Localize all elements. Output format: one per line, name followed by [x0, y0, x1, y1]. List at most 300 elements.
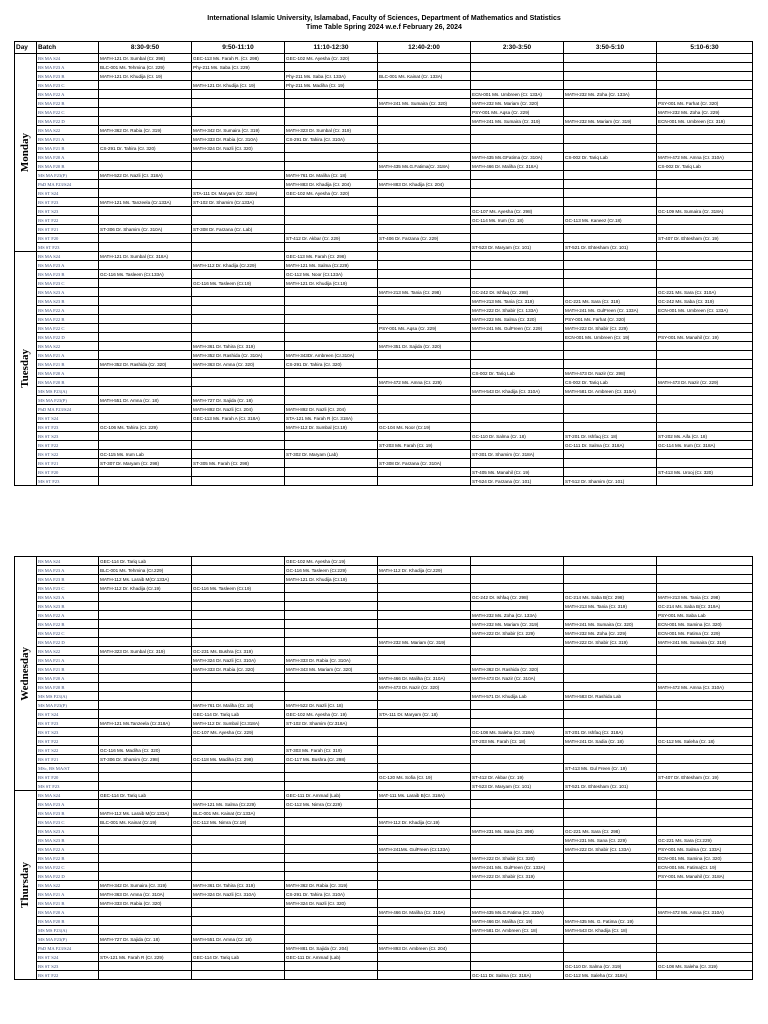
class-cell	[378, 719, 471, 728]
class-cell	[471, 890, 564, 899]
class-cell	[471, 414, 564, 423]
class-cell	[471, 953, 564, 962]
batch-cell: MS MS F23(A)	[37, 692, 99, 701]
class-cell	[657, 764, 753, 773]
batch-cell: MSc, BS MA/ST	[37, 764, 99, 773]
class-cell: MATH-241 Ms. GulFreen (Cr. 133A)	[564, 306, 657, 315]
batch-cell: BS MA F22 B	[37, 620, 99, 629]
timetable-table-2	[14, 556, 753, 980]
class-cell: MATH-241 Dr. Sadia (Cr. 18)	[564, 737, 657, 746]
class-cell	[657, 692, 753, 701]
batch-cell: BS MA F22 D	[37, 872, 99, 881]
class-cell	[471, 351, 564, 360]
class-cell	[564, 135, 657, 144]
class-cell	[192, 557, 285, 566]
class-cell	[192, 602, 285, 611]
class-cell	[657, 315, 753, 324]
class-cell: CS-002 Dr. Tariq Lab	[564, 378, 657, 387]
class-cell: GC-116 Ms. Tasleem (Cr.133A)	[99, 270, 192, 279]
batch-cell: MS MA F23(P)	[37, 171, 99, 180]
class-cell	[378, 351, 471, 360]
class-cell	[99, 800, 192, 809]
batch-cell: BS ST F20	[37, 468, 99, 477]
batch-cell: BS MA S22	[37, 881, 99, 890]
class-cell: MATH-333 Dr. Rabia (Cr. 310A)	[285, 656, 378, 665]
table-row	[15, 315, 753, 324]
class-cell	[192, 827, 285, 836]
class-cell	[378, 63, 471, 72]
class-cell: MATH-222 Dr. Shabir (Cr. 229)	[471, 629, 564, 638]
class-cell: PSY-001 Ms. Saba Lab	[657, 611, 753, 620]
class-cell	[192, 638, 285, 647]
class-cell	[99, 629, 192, 638]
class-cell	[564, 279, 657, 288]
class-cell	[471, 575, 564, 584]
batch-cell: BS MA F22 D	[37, 638, 99, 647]
batch-cell: MS MA F23(P)	[37, 396, 99, 405]
class-cell: ST-405 Ms. Manahil (Cr. 19)	[471, 468, 564, 477]
class-cell: MATH-324 Dr. Nazli (Cr. 320)	[192, 144, 285, 153]
class-cell	[285, 108, 378, 117]
class-cell	[378, 836, 471, 845]
class-cell	[657, 665, 753, 674]
table-row	[15, 602, 753, 611]
table-row	[15, 144, 753, 153]
class-cell: GC-231 Ms. Bushra (Cr. 319)	[192, 647, 285, 656]
class-cell	[99, 207, 192, 216]
class-cell	[285, 153, 378, 162]
class-cell	[285, 674, 378, 683]
batch-cell: BS MA S24	[37, 252, 99, 261]
class-cell	[99, 234, 192, 243]
batch-cell: BS MA F20 A	[37, 369, 99, 378]
class-cell	[378, 126, 471, 135]
class-cell	[564, 234, 657, 243]
class-cell	[192, 333, 285, 342]
class-cell: PSY-001 Ms. Farhat (Cr. 320)	[564, 315, 657, 324]
class-cell: MATH-232 Ms. Mariam (Cr. 319)	[378, 638, 471, 647]
class-cell	[378, 54, 471, 63]
class-cell	[99, 288, 192, 297]
class-cell: GEC-114 Dr. Tariq Lab	[192, 710, 285, 719]
class-cell	[378, 935, 471, 944]
class-cell	[564, 890, 657, 899]
class-cell	[285, 638, 378, 647]
class-cell	[657, 710, 753, 719]
class-cell: MATH-222 Dr. Shabir (Cr. 133A)	[471, 306, 564, 315]
class-cell	[657, 674, 753, 683]
class-cell	[192, 162, 285, 171]
class-cell	[285, 584, 378, 593]
class-cell	[471, 746, 564, 755]
class-cell: MATH-232 Ms. Mariam (Cr. 319)	[564, 117, 657, 126]
class-cell: GEC-102 Ms. Ayesha (Cr. 19)	[285, 710, 378, 719]
class-cell: MATH-522 Dr. Nazli (Cr. 318A)	[99, 171, 192, 180]
class-cell: MATH-342 Dr. Sumaira (Cr. 319)	[192, 126, 285, 135]
batch-cell: BS MA F20 A	[37, 674, 99, 683]
class-cell	[99, 261, 192, 270]
class-cell	[192, 171, 285, 180]
class-cell: ST-413 Ms. Urooj (Cr. 320)	[657, 468, 753, 477]
class-cell	[378, 611, 471, 620]
class-cell: MATH-352 Dr. Rashida (Cr. 320)	[99, 360, 192, 369]
class-cell	[192, 908, 285, 917]
table-row	[15, 360, 753, 369]
class-cell	[192, 620, 285, 629]
class-cell	[285, 683, 378, 692]
class-cell	[564, 809, 657, 818]
batch-cell: BS ST S23	[37, 962, 99, 971]
class-cell: GC-221 Ms. Sara (Cr. 298)	[564, 827, 657, 836]
class-cell	[564, 656, 657, 665]
table-row	[15, 396, 753, 405]
table-row	[15, 126, 753, 135]
class-cell: MATH-213 Ms. Tania (Cr. 298)	[378, 288, 471, 297]
class-cell	[564, 171, 657, 180]
table-row	[15, 899, 753, 908]
class-cell	[192, 674, 285, 683]
table-row	[15, 288, 753, 297]
class-cell	[192, 270, 285, 279]
batch-cell: PhD MA F23/S24	[37, 944, 99, 953]
class-cell	[378, 629, 471, 638]
class-cell: MATH-435 Ms.G.Fatima(Cr. 318A)	[378, 162, 471, 171]
class-cell: CS-291 Dr. Tahira (Cr. 310A)	[285, 135, 378, 144]
class-cell: PSY-001 Ms. Manahil (Cr. 19)	[657, 333, 753, 342]
batch-cell: BS MA F23 C	[37, 584, 99, 593]
table-row	[15, 279, 753, 288]
class-cell: MATH-121 Ms. Salma (Cr.229)	[192, 800, 285, 809]
class-cell	[378, 225, 471, 234]
class-cell	[99, 189, 192, 198]
class-cell: GC-108 Ms. Saleha (Cr. 318A)	[471, 728, 564, 737]
table-row	[15, 737, 753, 746]
class-cell: GEC-114 Dr. Tariq Lab	[99, 791, 192, 800]
class-cell: ECN-001 Ms. Umbreen (Cr. 319)	[657, 117, 753, 126]
batch-cell: BS MA S22	[37, 342, 99, 351]
table-row	[15, 405, 753, 414]
class-cell	[192, 845, 285, 854]
class-cell	[378, 369, 471, 378]
class-cell: GC-221 Ms. Sara (Cr. 310A)	[657, 288, 753, 297]
batch-cell: PhD MA F23/S24	[37, 405, 99, 414]
class-cell: MATH-121 Dr. Khudija (Cr. 19)	[99, 72, 192, 81]
class-cell: ST-308 Dr. Farzana (Cr. Lab)	[192, 225, 285, 234]
table-row	[15, 252, 753, 261]
class-cell	[378, 656, 471, 665]
class-cell: GC-108 Ms. Saleha (Cr. 319)	[657, 962, 753, 971]
table-row	[15, 135, 753, 144]
class-cell	[378, 243, 471, 252]
class-cell: ST-201 Dr. Ishfaq (Cr. 318A)	[564, 728, 657, 737]
batch-cell: BS MA F22 B	[37, 99, 99, 108]
batch-cell: BS MA F21 B	[37, 665, 99, 674]
class-cell	[657, 809, 753, 818]
class-cell: GEC-114 Dr. Tariq Lab	[99, 557, 192, 566]
class-cell: ST-202 Ms. Aifa (Cr. 18)	[657, 432, 753, 441]
class-cell: GEC-113 Ms. Farah R. (Cr. 298)	[192, 54, 285, 63]
class-cell	[285, 620, 378, 629]
class-cell	[378, 728, 471, 737]
class-cell: GC-112 Ms. Nimra (Cr.229)	[285, 800, 378, 809]
class-cell	[471, 710, 564, 719]
class-cell	[285, 854, 378, 863]
class-cell: MATH-727 Dr. Sajida (Cr. 18)	[99, 935, 192, 944]
table-row	[15, 620, 753, 629]
class-cell: BLC-001 Ms. Kainat (Cr.19)	[99, 818, 192, 827]
class-cell	[378, 135, 471, 144]
batch-cell: BS MA S23 B	[37, 297, 99, 306]
class-cell: ST-201 Dr. Ishfaq (Cr. 18)	[564, 432, 657, 441]
class-cell	[378, 593, 471, 602]
class-cell	[657, 450, 753, 459]
table-row	[15, 477, 753, 486]
class-cell	[285, 99, 378, 108]
table-row	[15, 854, 753, 863]
table-row	[15, 773, 753, 782]
class-cell	[657, 899, 753, 908]
class-cell: MATH-571 Dr. Khudija Lab	[471, 692, 564, 701]
class-cell	[471, 584, 564, 593]
class-cell	[471, 881, 564, 890]
table-row	[15, 800, 753, 809]
class-cell	[657, 656, 753, 665]
class-cell	[192, 216, 285, 225]
class-cell: MATH-883 Dr. Khadija (Cr. 204)	[285, 180, 378, 189]
batch-cell: BS MA F22 A	[37, 611, 99, 620]
class-cell: MATH-241 Ms. Sumaira (Cr. 320)	[378, 99, 471, 108]
class-cell	[99, 387, 192, 396]
class-cell	[99, 836, 192, 845]
class-cell: MATH-121 Dr. Khudija (Cr.19)	[285, 279, 378, 288]
class-cell: GC-221 Ms. Sara (Cr.229)	[657, 836, 753, 845]
class-cell: GC-242 Dr. Ishfaq (Cr. 298)	[471, 288, 564, 297]
class-cell	[471, 899, 564, 908]
batch-cell: BS ST F22	[37, 737, 99, 746]
class-cell	[285, 333, 378, 342]
table-row	[15, 414, 753, 423]
class-cell	[99, 944, 192, 953]
class-cell: PSY-001 Ms. Salma (Cr. 133A)	[657, 845, 753, 854]
class-cell	[378, 620, 471, 629]
batch-cell: BS MA F23 B	[37, 72, 99, 81]
class-cell	[564, 270, 657, 279]
day-label	[15, 252, 37, 486]
class-cell	[471, 459, 564, 468]
class-cell: MATH-472 Ms. Amna (Cr. 310A)	[657, 908, 753, 917]
table-row	[15, 710, 753, 719]
class-cell	[378, 90, 471, 99]
class-cell	[192, 746, 285, 755]
table-row	[15, 324, 753, 333]
batch-cell: BS MA S23 B	[37, 602, 99, 611]
class-cell	[378, 261, 471, 270]
class-cell	[99, 602, 192, 611]
class-cell	[378, 800, 471, 809]
class-cell	[99, 117, 192, 126]
class-cell	[285, 962, 378, 971]
class-cell: GEC-113 Ms. Farah (Cr. 298)	[285, 252, 378, 261]
class-cell	[99, 917, 192, 926]
class-cell	[471, 656, 564, 665]
batch-cell: BS MA F20 A	[37, 153, 99, 162]
class-cell	[378, 189, 471, 198]
class-cell: MATH-213 Ms. Tania (Cr. 319)	[471, 297, 564, 306]
class-cell	[285, 315, 378, 324]
class-cell	[285, 306, 378, 315]
class-cell	[657, 216, 753, 225]
class-cell	[192, 683, 285, 692]
class-cell	[657, 63, 753, 72]
class-cell	[471, 81, 564, 90]
class-cell	[285, 342, 378, 351]
class-cell: MATH-121 Ms. Tanzeela (Cr.133A)	[99, 198, 192, 207]
class-cell	[471, 845, 564, 854]
class-cell	[378, 198, 471, 207]
class-cell	[192, 387, 285, 396]
class-cell: BLC-001 Ms. Tehmina (Cr.229)	[99, 566, 192, 575]
class-cell: MATH-472 Ms. Amna (Cr. 310A)	[657, 683, 753, 692]
class-cell: GC-117 Ms. Bushra (Cr. 298)	[285, 755, 378, 764]
column-header: 11:10-12:30	[285, 42, 378, 54]
class-cell	[657, 566, 753, 575]
class-cell: MATH-231 Ms. Sana (Cr. 298)	[471, 827, 564, 836]
class-cell: GC-107 Ms. Ayesha (Cr. 229)	[192, 728, 285, 737]
class-cell	[564, 872, 657, 881]
class-cell: ST-524 Dr. Farzana (Cr. 101)	[471, 477, 564, 486]
batch-cell: BS MA S23 A	[37, 593, 99, 602]
table-row	[15, 638, 753, 647]
class-cell	[471, 405, 564, 414]
batch-cell: BS ST F21	[37, 459, 99, 468]
class-cell	[471, 683, 564, 692]
class-cell: MATH-232 Ms. Mariam (Cr. 319)	[471, 620, 564, 629]
class-cell	[192, 90, 285, 99]
class-cell: MATH-213 Ms. Tania (Cr. 319)	[564, 602, 657, 611]
class-cell: MATH-222 Dr. Shabir (Cr. 133A)	[564, 845, 657, 854]
class-cell	[192, 450, 285, 459]
class-cell	[285, 207, 378, 216]
class-cell: ST-407 Dr. Ehtesham (Cr. 19)	[657, 234, 753, 243]
class-cell	[378, 854, 471, 863]
table-row	[15, 153, 753, 162]
class-cell	[99, 674, 192, 683]
class-cell	[471, 809, 564, 818]
class-cell	[378, 117, 471, 126]
class-cell: CS-291 Dr. Tahira (Cr. 320)	[285, 360, 378, 369]
class-cell	[471, 423, 564, 432]
table-row	[15, 162, 753, 171]
class-cell	[378, 252, 471, 261]
table-row	[15, 234, 753, 243]
class-cell	[285, 872, 378, 881]
class-cell	[378, 468, 471, 477]
class-cell	[192, 917, 285, 926]
table-row	[15, 962, 753, 971]
batch-cell: BS MA F22 D	[37, 333, 99, 342]
class-cell	[564, 225, 657, 234]
class-cell	[192, 243, 285, 252]
class-cell	[657, 459, 753, 468]
day-name: Tuesday	[19, 349, 31, 388]
class-cell	[285, 692, 378, 701]
class-cell	[285, 216, 378, 225]
table-row	[15, 971, 753, 980]
class-cell	[285, 611, 378, 620]
class-cell	[378, 216, 471, 225]
table-row	[15, 593, 753, 602]
class-cell: GC-242 Ms. Saba (Cr. 319)	[657, 297, 753, 306]
class-cell	[657, 90, 753, 99]
class-cell	[471, 935, 564, 944]
class-cell	[657, 701, 753, 710]
batch-cell: BS MA F21 A	[37, 351, 99, 360]
batch-cell: BS ST F22	[37, 441, 99, 450]
class-cell	[378, 297, 471, 306]
class-cell	[192, 252, 285, 261]
table-row	[15, 72, 753, 81]
day-name: Monday	[19, 132, 31, 173]
class-cell: MATH-323 Dr. Sumbal (Cr. 319)	[99, 647, 192, 656]
class-cell	[657, 81, 753, 90]
class-cell	[378, 306, 471, 315]
class-cell	[378, 333, 471, 342]
class-cell	[657, 935, 753, 944]
table-row	[15, 99, 753, 108]
class-cell	[285, 378, 378, 387]
class-cell	[99, 656, 192, 665]
batch-cell: BS MA F20 B	[37, 162, 99, 171]
class-cell: BLC-001 Ms. Kainat (Cr. 133A)	[378, 72, 471, 81]
class-cell: MATH-522 Dr. Nazli (Cr. 18)	[285, 701, 378, 710]
class-cell	[564, 252, 657, 261]
class-cell	[657, 719, 753, 728]
class-cell: Phy-211 Ms. Madiha (Cr. 19)	[285, 81, 378, 90]
class-cell: ST-523 Dr. Maryam (Cr. 101)	[471, 243, 564, 252]
table-row	[15, 863, 753, 872]
table-row	[15, 584, 753, 593]
class-cell: STA-121 Ms. Farah R (Cr. 318A)	[285, 414, 378, 423]
class-cell: MATH-343Dr. Ambreen (Cr.310A)	[285, 351, 378, 360]
class-cell	[564, 342, 657, 351]
class-cell: MATH-121 Ms.Tanzeela (Cr.318A)	[99, 719, 192, 728]
batch-cell: BS MA F21 A	[37, 135, 99, 144]
class-cell: MATH-466 Dr. Maliha (Cr. 318A)	[471, 162, 564, 171]
class-cell	[657, 360, 753, 369]
class-cell	[192, 791, 285, 800]
class-cell	[564, 54, 657, 63]
class-cell	[378, 764, 471, 773]
class-cell	[564, 719, 657, 728]
class-cell	[99, 90, 192, 99]
class-cell: MATH-333 Dr. Rabia (Cr. 320)	[192, 665, 285, 674]
batch-cell: MS MS F23(A)	[37, 387, 99, 396]
class-cell	[471, 252, 564, 261]
class-cell: ST-523 Dr. Maryam (Cr. 101)	[471, 782, 564, 791]
class-cell: MATH-581 Dr. Ambreen (Cr. 310A)	[564, 387, 657, 396]
class-cell	[657, 414, 753, 423]
class-cell	[99, 782, 192, 791]
class-cell: MATH-112 Ms. Laraib M(Cr.133A)	[99, 809, 192, 818]
column-header: 5:10-6:30	[657, 42, 753, 54]
class-cell	[99, 369, 192, 378]
table-row	[15, 423, 753, 432]
class-cell: GC-107 Ms. Ayesha (Cr. 298)	[471, 207, 564, 216]
table-row	[15, 719, 753, 728]
class-cell: ECN-001 Ms. Umbreen (Cr. 133A)	[657, 306, 753, 315]
class-cell	[378, 207, 471, 216]
class-cell	[378, 144, 471, 153]
